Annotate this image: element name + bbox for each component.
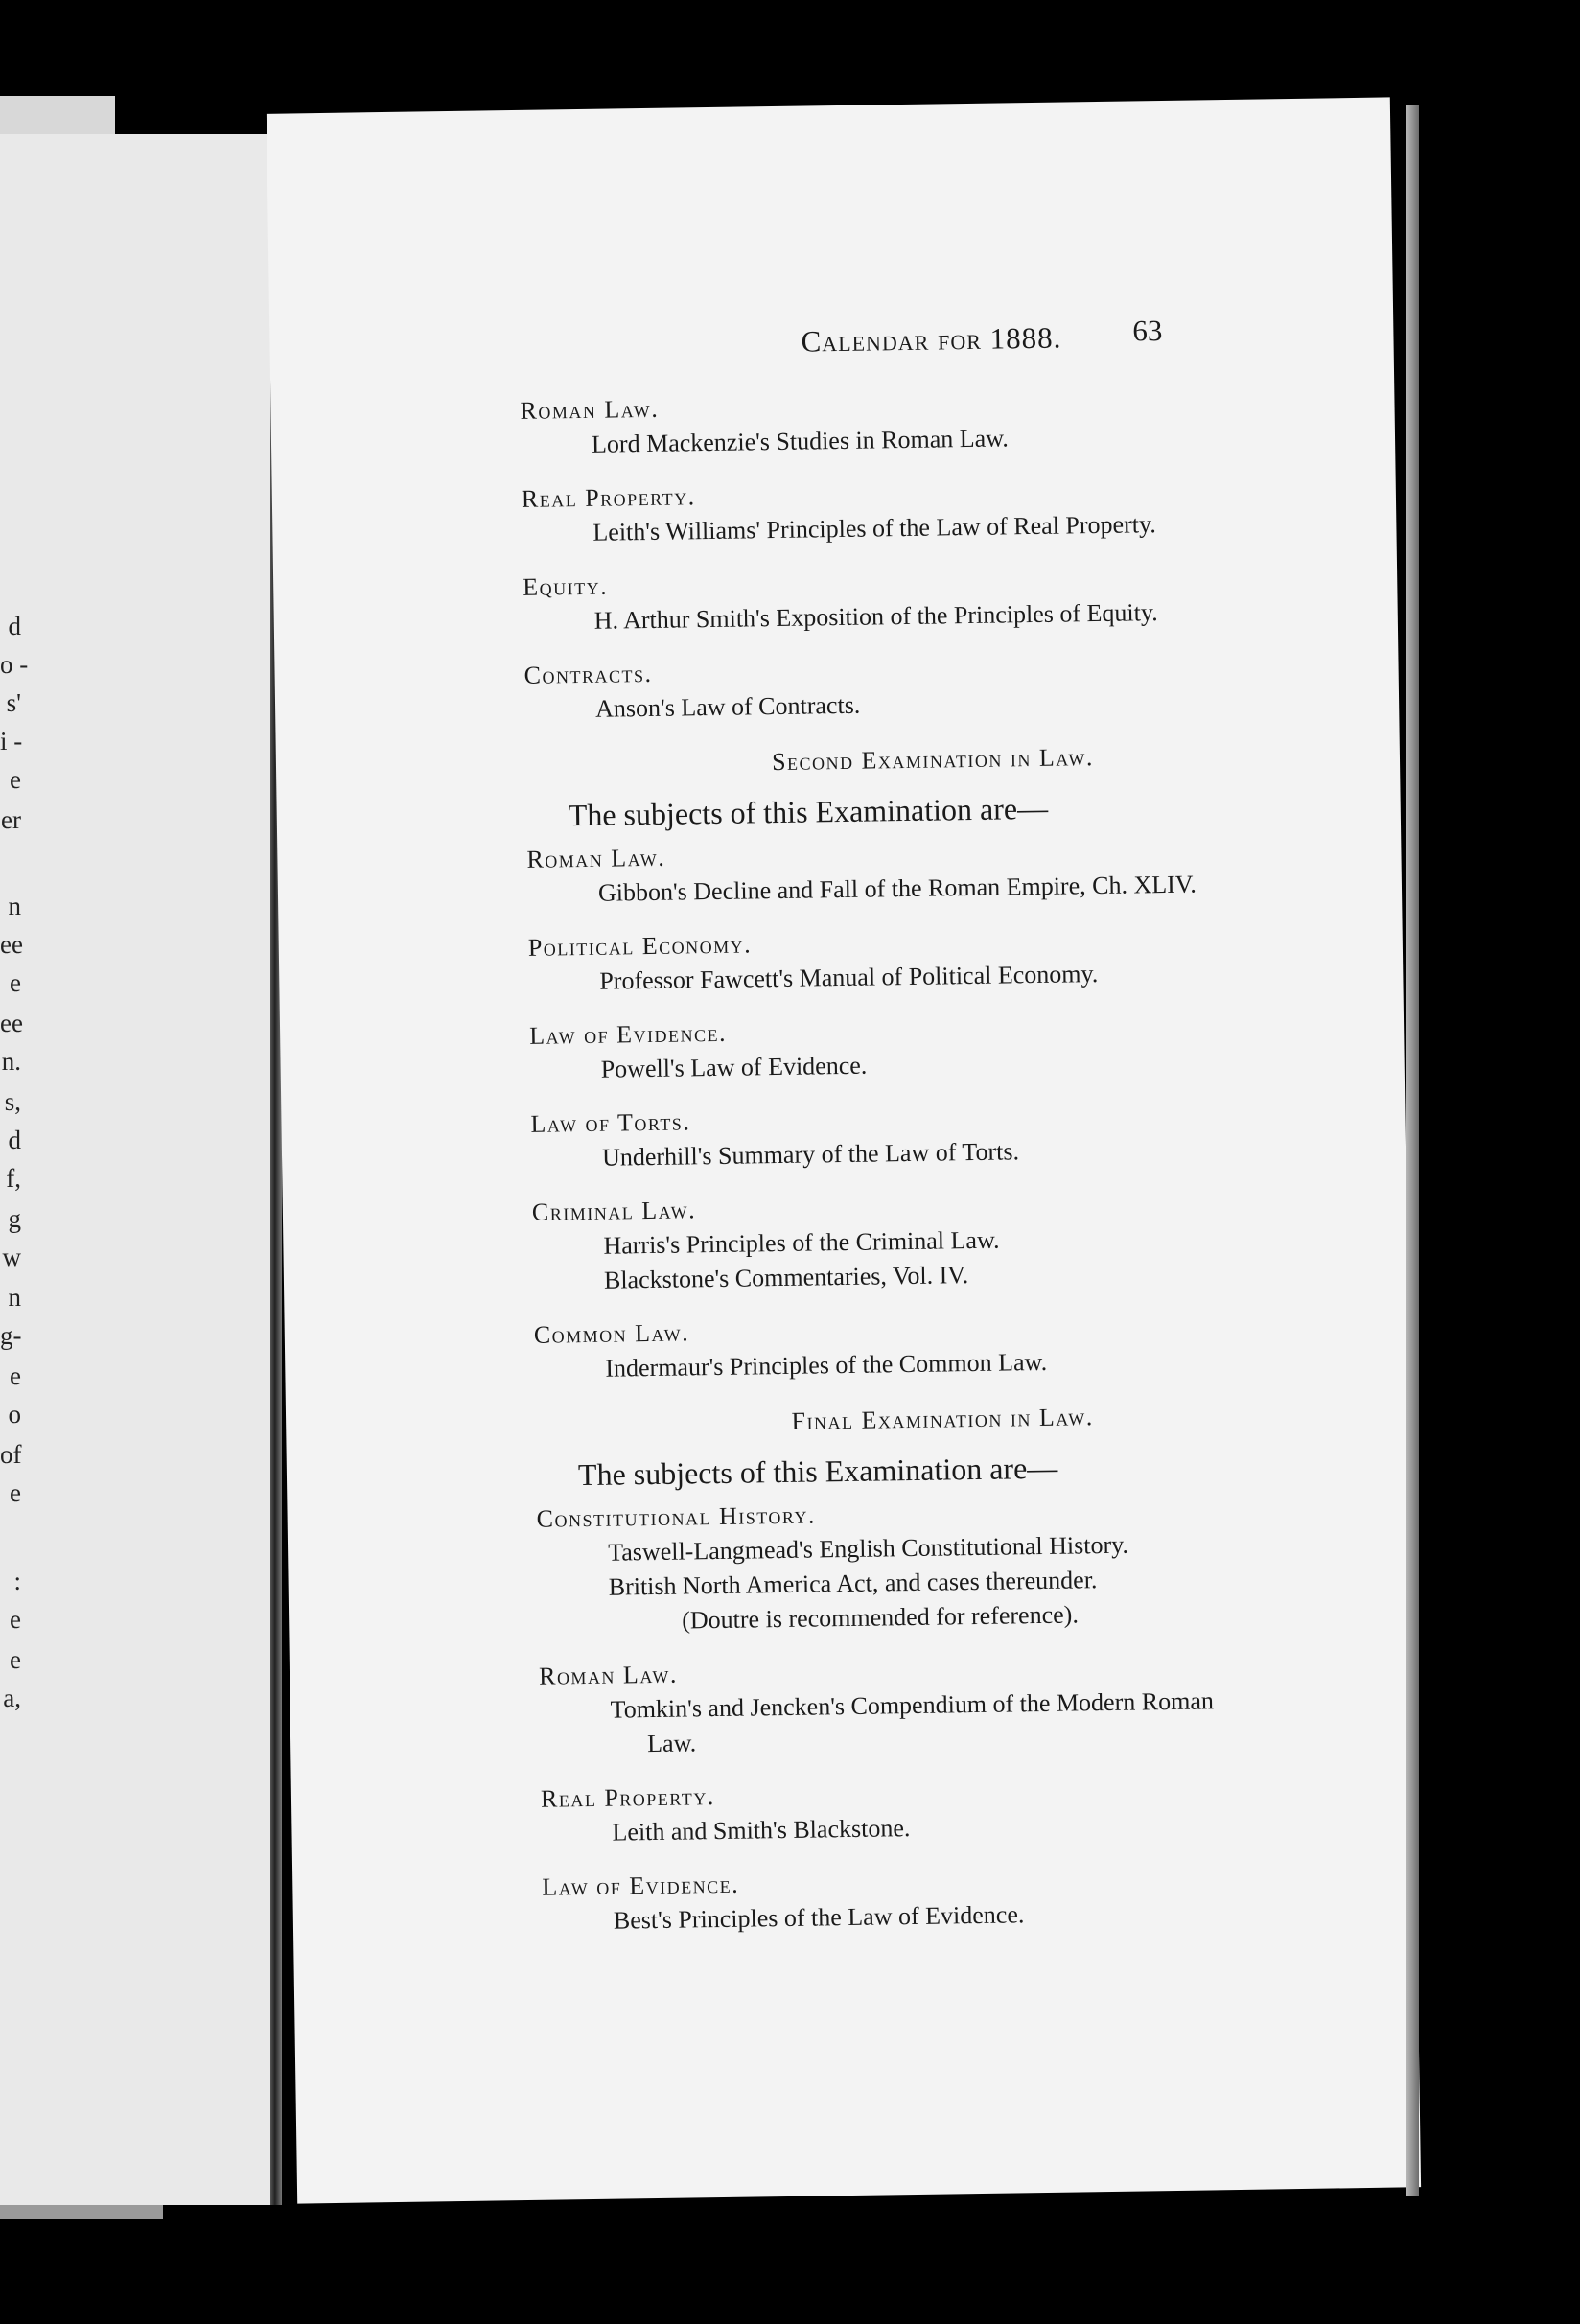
subject-roman-law <box>526 830 1342 912</box>
facing-fragment: ee <box>0 1009 23 1037</box>
textbook: H. Arthur Smith's Exposition of the Principles of Equity. <box>593 598 1158 635</box>
textbook: Underhill's Summary of the Law of Torts. <box>601 1137 1020 1172</box>
textbook: Leith's Williams' Principles of the Law of Real Property. <box>592 510 1156 546</box>
textbook: British North America Act, and cases thereunder. <box>608 1566 1098 1601</box>
subject-heading: Law of Evidence. <box>542 1870 740 1901</box>
facing-fragment: n. <box>1 1047 21 1076</box>
subject-law-of-evidence <box>529 1007 1345 1088</box>
facing-fragment: e <box>10 968 21 997</box>
textbook: Best's Principles of the Law of Evidence. <box>613 1900 1025 1935</box>
final-examination-title: Final Examination in Law. <box>791 1403 1094 1435</box>
subject-heading: Law of Torts. <box>530 1107 691 1138</box>
subject-heading: Constitutional History. <box>536 1500 817 1533</box>
textbook: Tomkin's and Jencken's Compendium of the Modern Roman <box>610 1686 1215 1724</box>
textbook-continuation: Law. <box>646 1729 697 1758</box>
running-head: Calendar for 1888. <box>801 320 1062 359</box>
facing-fragment: n <box>8 1283 21 1312</box>
subject-common-law <box>534 1306 1350 1387</box>
subject-heading: Law of Evidence. <box>528 1018 728 1050</box>
page-number: 63 <box>1132 313 1163 348</box>
subject-heading: Common Law. <box>533 1318 690 1349</box>
second-examination-title: Second Examination in Law. <box>771 743 1095 777</box>
facing-fragment: f, <box>6 1164 21 1193</box>
facing-fragment: n <box>8 892 21 920</box>
textbook: Lord Mackenzie's Studies in Roman Law. <box>591 424 1010 458</box>
textbook: Anson's Law of Contracts. <box>594 690 861 723</box>
textbook: Leith and Smith's Blackstone. <box>612 1814 911 1847</box>
subject-equity <box>523 558 1338 639</box>
facing-fragment: er <box>1 805 21 834</box>
subject-criminal-law <box>532 1183 1349 1299</box>
subject-law-of-evidence <box>542 1858 1358 1940</box>
final-examination-intro: The subjects of this Examination are— <box>577 1450 1058 1493</box>
subject-roman-law <box>539 1647 1356 1763</box>
textbook: Powell's Law of Evidence. <box>600 1051 868 1083</box>
book-page <box>267 97 1421 2203</box>
subject-heading: Roman Law. <box>520 394 660 425</box>
facing-fragment: d <box>8 612 21 640</box>
facing-fragment: of <box>0 1440 22 1469</box>
facing-fragment: s, <box>4 1087 21 1116</box>
textbook: Indermaur's Principles of the Common Law. <box>605 1347 1048 1383</box>
subject-real-property <box>522 470 1337 551</box>
facing-page <box>0 134 270 2205</box>
facing-fragment: g <box>8 1204 21 1233</box>
facing-fragment: o <box>8 1400 21 1429</box>
facing-fragment: d <box>8 1126 21 1154</box>
facing-fragment: e <box>10 765 21 794</box>
facing-fragment: e <box>10 1361 21 1390</box>
textbook: Professor Fawcett's Manual of Political Economy. <box>599 960 1099 995</box>
subject-heading: Equity. <box>523 571 609 601</box>
textbook: Blackstone's Commentaries, Vol. IV. <box>603 1261 969 1294</box>
facing-fragment: i - <box>0 727 23 755</box>
textbook: Taswell-Langmead's English Constitutional History. <box>607 1530 1129 1567</box>
facing-page-bottom-edge <box>0 2205 163 2219</box>
subject-roman-law <box>520 382 1336 463</box>
subject-real-property <box>541 1770 1357 1851</box>
subject-heading: Real Property. <box>521 482 696 513</box>
facing-fragment: o - <box>0 650 29 679</box>
facing-fragment: e <box>10 1478 21 1507</box>
page-content <box>520 382 1358 1958</box>
reference-note: (Doutre is recommended for reference). <box>682 1600 1080 1635</box>
left-page-tab <box>0 96 115 134</box>
subject-law-of-torts <box>530 1095 1346 1176</box>
subject-heading: Real Property. <box>540 1782 715 1813</box>
subject-heading: Criminal Law. <box>531 1196 697 1226</box>
subject-contracts <box>523 646 1339 728</box>
facing-fragment: g- <box>0 1321 22 1350</box>
facing-fragment: : <box>13 1567 21 1595</box>
textbook: Harris's Principles of the Criminal Law. <box>603 1225 1000 1260</box>
page-edge <box>1406 105 1419 2196</box>
second-examination-intro: The subjects of this Examination are— <box>568 790 1049 833</box>
subject-heading: Political Economy. <box>527 930 753 962</box>
subject-heading: Roman Law. <box>526 843 666 873</box>
subject-heading: Roman Law. <box>538 1660 679 1690</box>
subject-heading: Contracts. <box>523 659 653 689</box>
facing-fragment: a, <box>3 1684 21 1712</box>
textbook: Gibbon's Decline and Fall of the Roman Empire, Ch. XLIV. <box>597 870 1197 907</box>
facing-fragment: e <box>10 1645 21 1674</box>
facing-fragment: s' <box>6 688 21 717</box>
facing-fragment: e <box>10 1605 21 1634</box>
subject-political-economy <box>528 918 1344 1000</box>
facing-fragment: ee <box>0 930 23 959</box>
subject-constitutional-history <box>536 1490 1353 1640</box>
facing-fragment: w <box>2 1243 21 1271</box>
